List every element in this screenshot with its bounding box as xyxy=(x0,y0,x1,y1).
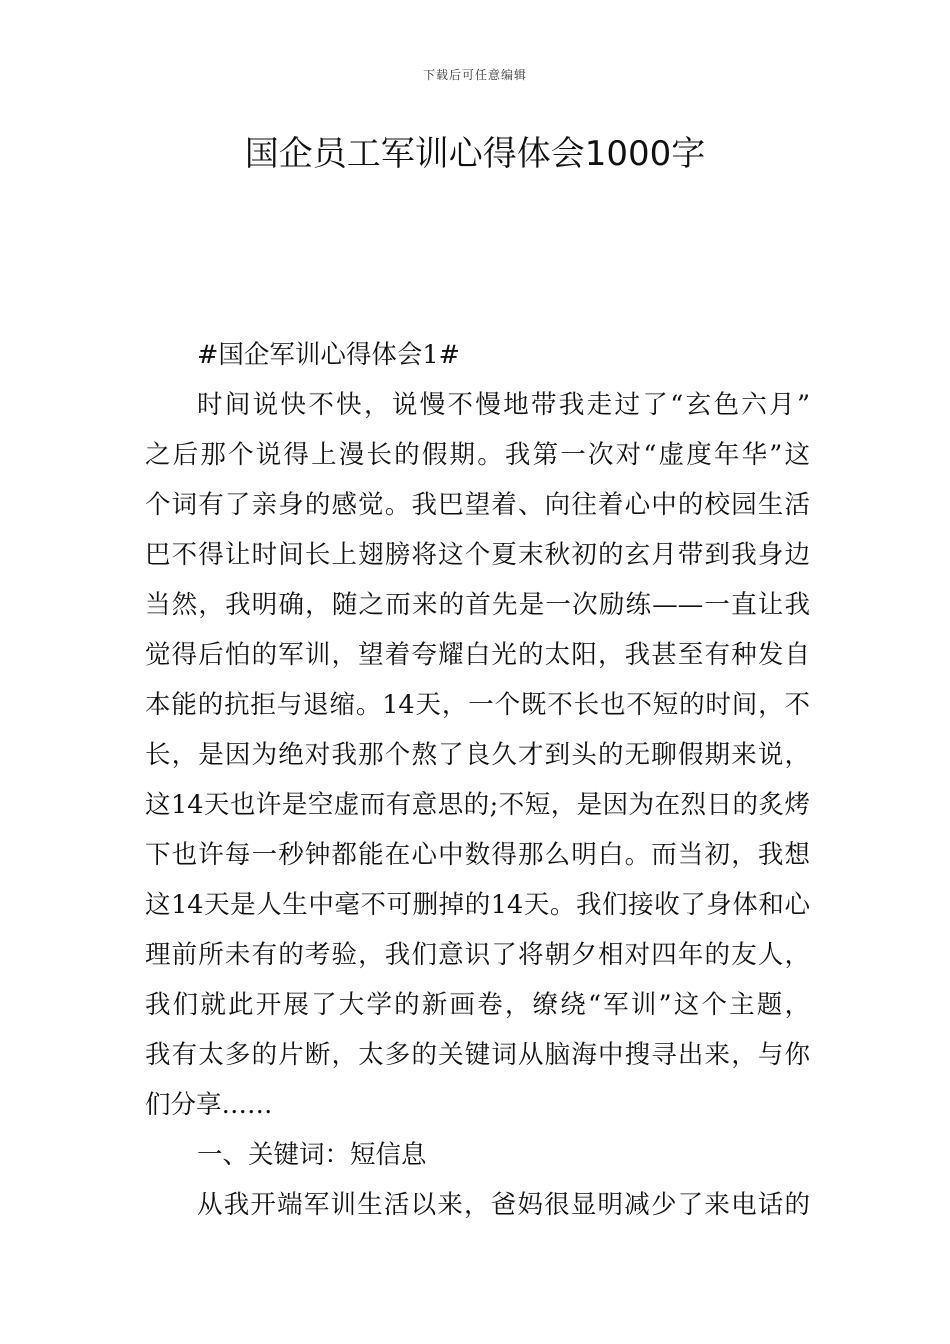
paragraph-line: 们分享…… xyxy=(145,1090,273,1120)
paragraph-line: 觉得后怕的军训，望着夸耀白光的太阳，我甚至有种发自 xyxy=(145,640,810,670)
paragraph-line: 这14天也许是空虚而有意思的;不短，是因为在烈日的炙烤 xyxy=(145,790,810,820)
paragraph-line: 长，是因为绝对我那个熬了良久才到头的无聊假期来说， xyxy=(145,740,810,770)
paragraph-line: 从我开端军训生活以来，爸妈很显明减少了来电话的 xyxy=(197,1190,810,1220)
paragraph-line: 下也许每一秒钟都能在心中数得那么明白。而当初，我想 xyxy=(145,840,810,870)
subheading: 一、关键词：短信息 xyxy=(197,1140,427,1170)
paragraph-line: 这14天是人生中毫不可删掉的14天。我们接收了身体和心 xyxy=(145,890,810,920)
paragraph-line: 巴不得让时间长上翅膀将这个夏末秋初的玄月带到我身边 xyxy=(145,540,810,570)
paragraph-line: 个词有了亲身的感觉。我巴望着、向往着心中的校园生活 xyxy=(145,490,810,520)
paragraph-2 xyxy=(145,1180,810,1230)
paragraph-1 xyxy=(145,380,810,1130)
paragraph-line: 之后那个说得上漫长的假期。我第一次对“虚度年华”这 xyxy=(145,440,810,470)
document-body xyxy=(145,330,810,1230)
paragraph-line: 我们就此开展了大学的新画卷，缭绕“军训”这个主题， xyxy=(145,990,810,1020)
paragraph-line: 本能的抗拒与退缩。14天，一个既不长也不短的时间，不 xyxy=(145,690,810,720)
document-title: 国企员工军训心得体会1000字 xyxy=(244,134,706,174)
paragraph-line: 当然，我明确，随之而来的首先是一次励练——一直让我 xyxy=(145,590,810,620)
section-heading: #国企军训心得体会1# xyxy=(197,340,460,370)
paragraph-line: 时间说快不快，说慢不慢地带我走过了“玄色六月” xyxy=(197,390,810,420)
paragraph-line: 我有太多的片断，太多的关键词从脑海中搜寻出来，与你 xyxy=(145,1040,810,1070)
paragraph-line: 理前所未有的考验，我们意识了将朝夕相对四年的友人， xyxy=(145,940,810,970)
header-note: 下载后可任意编辑 xyxy=(422,68,527,82)
